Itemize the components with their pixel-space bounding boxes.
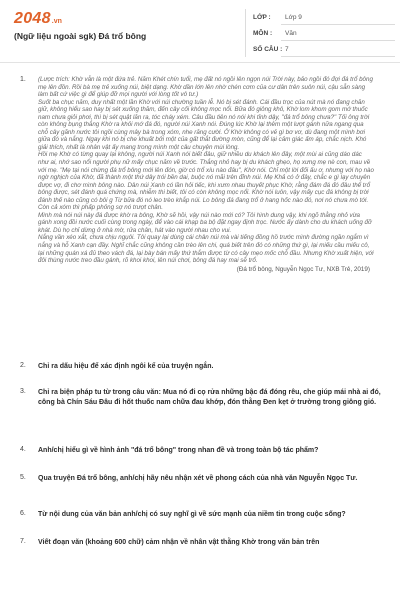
meta-key: MÔN : bbox=[253, 30, 273, 37]
question-item bbox=[0, 474, 400, 510]
meta-row-subject bbox=[245, 25, 395, 41]
question-item bbox=[0, 510, 400, 538]
question-item bbox=[0, 538, 400, 558]
question-item bbox=[0, 446, 400, 474]
question-text: Chỉ ra dấu hiệu để xác định ngôi kể của truyện ngắn. bbox=[38, 363, 214, 370]
question-number: 2. bbox=[20, 362, 26, 369]
question-text: Từ nội dung của văn bản anh/chị có suy nghĩ gì về sức mạnh của niềm tin trong cuộc sống? bbox=[38, 511, 346, 518]
passage-paragraph: Mình mà nói núi này đá được khờ ra bông, Khờ sẽ hồi, vậy núi nào mới có? Tôi hình dung vậy, khi ngõ thằng nhỏ vừa gánh xong đồi nước cuối cùng trong ngày, để vào cái khạp ba bộ đặt ngay định trọc. Nước ấy dành cho du khách uống đỡ khát. Dù họ chỉ dừng ở nhà mờ, rửa chân, hát vào người nhau cho vui. bbox=[38, 211, 372, 234]
question-text: Anh/chị hiểu gì về hình ảnh "đá trổ bông" trong nhan đề và trong toàn bộ tác phẩm? bbox=[38, 447, 319, 454]
passage-paragraph: (Lược trích: Khờ vẫn là một đứa trẻ. Năm Khét chín tuổi, mẹ đất nó ngồi lên ngọn núi Trời này, bảo ngồi đó đợi đá trổ bông mẹ lên đồn. Rồi bà mẹ trẻ xuống núi, biệt dạng. Khờ dần lớn lên nhờ chén cơm của cư dân trên suôn núi, cậu sẵn sàng làm bất cứ việc gì để giúp đỡ mọi người với lòng tốt vô tư.) bbox=[38, 76, 373, 99]
question-list bbox=[0, 76, 400, 558]
question-number: 1. bbox=[20, 76, 26, 83]
passage-paragraph: Suốt ba chục năm, duy nhất một lần Khờ với núi chường tuần lễ. Nó bị sét đánh. Cái đầu trọc của nút mà nó đang chăn giữ, không hiểu sao hay bị sét xuống thăm, đến cây cối không mọc nổi. Bữa đó giông khô, Khờ lom khom gom mớ thuốc nam chưa giỏi phơi, thì bị sét quật lăn ra, tóc cháy xém. Câu đầu tiên nó nói khi tỉnh dậy, "đá trổ bông chưa?" Tối ông trời còn không bụng thắng Khờ ra khỏi mớ đá đó, người núi Xanh nói. Đúng lúc Khờ lại thêm một lượt gánh nữa ngang qua chỗ cây gãnh nước tôi ngồi cùng mây bà trong xóm, nhe răng cười. Ở Khờ không có vẻ gì bơ vơ, dù đang một mình bơi giữa đó và nắng. Ngay khi nó bị che khuất bởi một của gất thắt đường mòn, cũng để lại cảm giác ấm áp, chắc nịch. Khó giải thích, nhất là nhân vật ấy mang trong mình một câu chuyện mùi lòng. bbox=[38, 98, 370, 151]
meta-row-count bbox=[245, 41, 395, 57]
question-item bbox=[0, 76, 400, 362]
question-number: 3. bbox=[20, 388, 26, 395]
passage-paragraph: Hồi mẹ Khờ có từng quay lại không, người núi Xanh nói biết đâu, giữ nhiều du khách lên đây, một mùi ai cũng dáo dác như ai, nhớ sao nổi người phụ nữ mấy chục năm về trước. Thắng nhỏ hay bị du khách ghẹo, họ xưng mẹ nè con, mau về với mẹ. "Mẹ tại nói chừng đá trổ bông mới lên đón, giờ có trổ xíu nào đâu", Khờ nói. Chỉ một lời đối ấu ơ, nhưng với họ nào ngờ nghịch của Khờ, đã thành một thứ dây trói bền dai, buộc nó mãi trên đỉnh núi. Mẹ Khả có ở đây, chắc e gì lạy chuyên được vợ, đi chơ mình bông nào. Dân núi Xanh có lần hỏi tiếc, khi xưm nhau thuyết phục Khờ, rằng đám đá đó đâu thể trổ bông được, sét đánh quá chứng mà, nhiễm thi biết, tôi có còn không mọc nổi. Khờ nói luôn, vậy mấy cục đá không bị trời đánh thế nào cũng có bôi g Từ bữa đó nó leo trèo khắp núi. Lo bông đá đang trổ ở hang hốc nào đó, nơi nó chưa mò tới. Còn cả xóm thì phấp phỏng sợ nó trượt chân. bbox=[38, 151, 374, 212]
reading-passage bbox=[38, 76, 386, 265]
question-item bbox=[0, 362, 400, 388]
meta-key: SỐ CÂU : bbox=[253, 46, 283, 53]
meta-key: LỚP : bbox=[253, 14, 271, 21]
passage-source: (Đá trổ bông, Nguyễn Ngọc Tư, NXB Trẻ, 2019) bbox=[236, 265, 370, 273]
meta-value: 7 bbox=[285, 46, 289, 53]
meta-value: Văn bbox=[285, 30, 297, 37]
question-text: Qua truyện Đá trổ bông, anh/chị hãy nêu nhận xét về phong cách của nhà văn Nguyễn Ngọc Tư. bbox=[38, 475, 358, 482]
question-number: 5. bbox=[20, 474, 26, 481]
document-title: (Ngữ liệu ngoài sgk) Đá trổ bông bbox=[14, 31, 147, 41]
meta-value: Lớp 9 bbox=[285, 14, 302, 21]
header-divider bbox=[0, 62, 400, 63]
meta-underline bbox=[281, 56, 395, 57]
passage-paragraph: Nắng vần xéo xắt, chưa chịu ngụôi. Tôi quay lại dùng cái chân núi mà vài tiếng đồng hồ trước mình đường ngần ngắm vì nắng và hỗ Xanh cạn đầy. Nghĩ chắc cũng không cần trèo lên chi, quá biết trên đó có những thứ gì, lại miếu cầu miếu cô, lại những quán xá đủ theo vách đá, lại bày bán mấy thứ thắm được từ có cây mẹo mốc chỗ đầu. Nhưng Khờ xuất hiện, với đôi thùng nước treo đầu gánh, rõ khoi khoi, lên núi chơi, bông đá hay mai sẽ trổ. bbox=[38, 234, 374, 265]
logo-text: 2048 bbox=[14, 10, 51, 27]
logo-domain: .vn bbox=[51, 18, 62, 25]
question-item bbox=[0, 388, 400, 446]
question-number: 4. bbox=[20, 446, 26, 453]
meta-row-class bbox=[245, 9, 395, 25]
meta-table bbox=[245, 9, 395, 57]
page-header bbox=[0, 0, 400, 62]
site-logo[interactable] bbox=[14, 10, 62, 28]
question-number: 6. bbox=[20, 510, 26, 517]
question-number: 7. bbox=[20, 538, 26, 545]
question-text: Chỉ ra biện pháp tu từ trong câu văn: Mua nó đi cọ rửa những bậc đá đóng rêu, che giúp mái nhà ai đó, công bà Chín Sáu Đâu đi hốt thuốc nam chữa đau khớp, đón thằng Đen kẹt ở trường trong giông gió. bbox=[38, 389, 381, 406]
question-text: Viết đoạn văn (khoảng 600 chữ) cảm nhận về nhân vật thằng Khờ trong văn bản trên bbox=[38, 539, 320, 546]
